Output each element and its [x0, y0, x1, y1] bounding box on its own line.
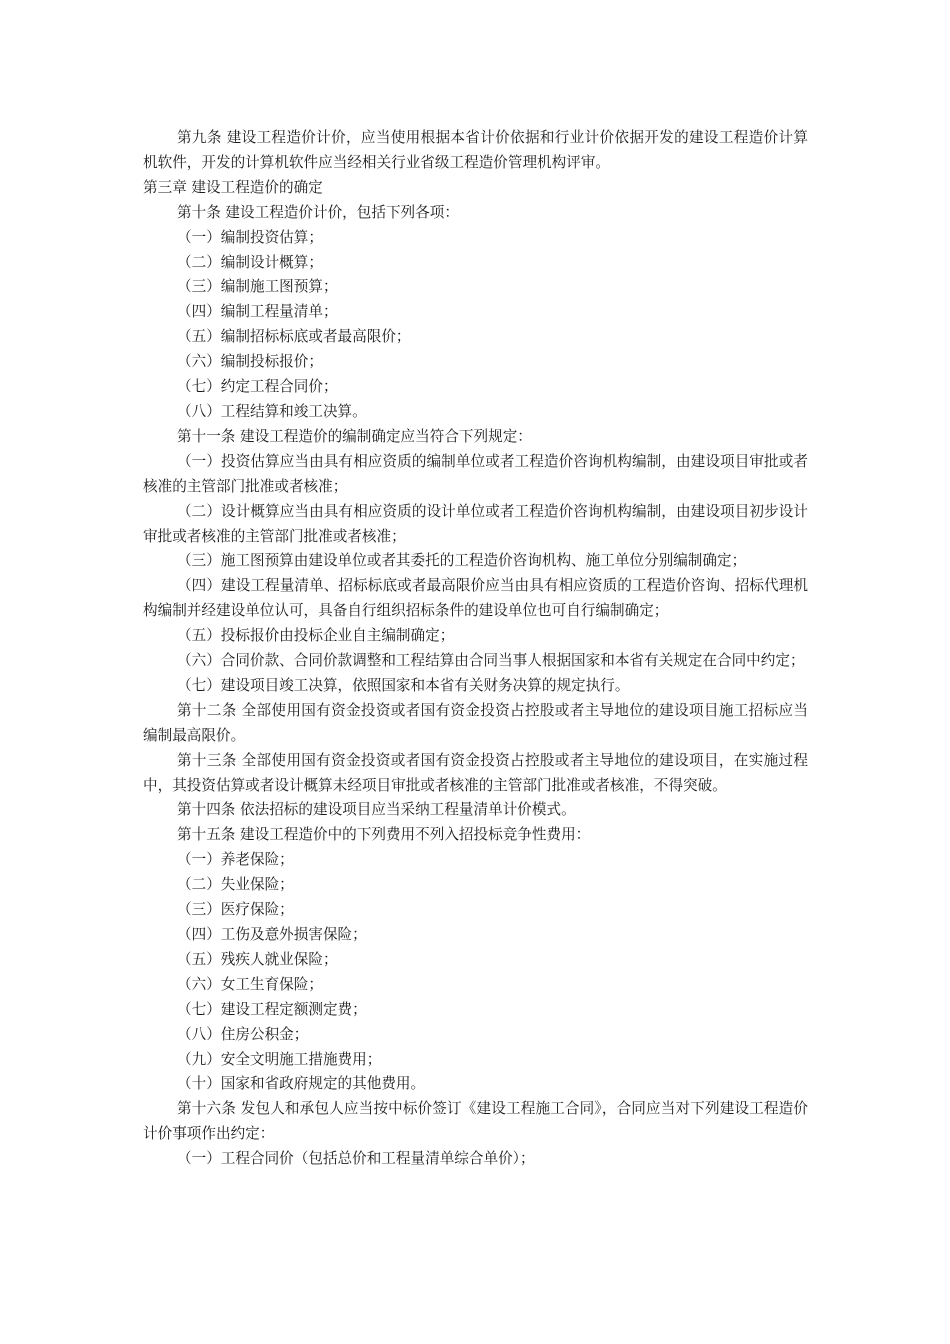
- list-item: （七）建设项目竣工决算，依照国家和本省有关财务决算的规定执行。: [177, 676, 630, 694]
- list-item: （三）编制施工图预算；: [177, 278, 338, 296]
- list-item: （一）编制投资估算；: [177, 228, 323, 246]
- list-item: （三）施工图预算由建设单位或者其委托的工程造价咨询机构、施工单位分别编制确定；: [177, 552, 747, 570]
- list-item: （五）编制招标标底或者最高限价；: [177, 328, 411, 346]
- chapter-3-heading: 第三章 建设工程造价的确定: [143, 178, 323, 196]
- list-item: （二）编制设计概算；: [177, 253, 323, 271]
- list-item: （一）工程合同价（包括总价和工程量清单综合单价）；: [177, 1150, 535, 1168]
- list-item: （六）女工生育保险；: [177, 975, 323, 993]
- list-item: （一）养老保险；: [177, 851, 294, 869]
- list-item: （四）编制工程量清单；: [177, 303, 338, 321]
- article-13: 第十三条 全部使用国有资金投资或者国有资金投资占控股或者主导地位的建设项目，在实施过程中，其投资估算或者设计概算未经项目审批或者核准的主管部门批准或者核准，不得突破。: [143, 751, 808, 794]
- article-10: 第十条 建设工程造价计价，包括下列各项：: [177, 203, 459, 221]
- list-item: （四）工伤及意外损害保险；: [177, 926, 367, 943]
- list-item: （十）国家和省政府规定的其他费用。: [177, 1075, 426, 1093]
- list-item: （九）安全文明施工措施费用；: [177, 1050, 382, 1068]
- list-item: （一）投资估算应当由具有相应资质的编制单位或者工程造价咨询机构编制，由建设项目审批或者核准的主管部门批准或者核准；: [143, 452, 808, 495]
- article-15: 第十五条 建设工程造价中的下列费用不列入招投标竞争性费用：: [177, 826, 591, 844]
- list-item: （七）建设工程定额测定费；: [177, 1000, 367, 1018]
- list-item: （二）设计概算应当由具有相应资质的设计单位或者工程造价咨询机构编制，由建设项目初步设计审批或者核准的主管部门批准或者核准；: [143, 502, 808, 545]
- list-item: （二）失业保险；: [177, 876, 294, 894]
- list-item: （五）投标报价由投标企业自主编制确定；: [177, 627, 455, 645]
- list-item: （三）医疗保险；: [177, 901, 294, 919]
- list-item: （四）建设工程量清单、招标标底或者最高限价应当由具有相应资质的工程造价咨询、招标代理机构编制并经建设单位认可，具备自行组织招标条件的建设单位也可自行编制确定；: [143, 577, 808, 620]
- list-item: （五）残疾人就业保险；: [177, 950, 338, 968]
- article-16: 第十六条 发包人和承包人应当按中标价签订《建设工程施工合同》，合同应当对下列建设工程造价计价事项作出约定：: [143, 1100, 808, 1143]
- list-item: （六）合同价款、合同价款调整和工程结算由合同当事人根据国家和本省有关规定在合同中约定；: [177, 652, 805, 670]
- article-12: 第十二条 全部使用国有资金投资或者国有资金投资占控股或者主导地位的建设项目施工招标应当编制最高限价。: [143, 701, 808, 744]
- article-11: 第十一条 建设工程造价的编制确定应当符合下列规定：: [177, 427, 532, 445]
- list-item: （八）工程结算和竣工决算。: [177, 402, 367, 420]
- article-14: 第十四条 依法招标的建设项目应当采纳工程量清单计价模式。: [177, 801, 576, 819]
- document-body: [143, 126, 808, 1172]
- list-item: （六）编制投标报价；: [177, 353, 323, 371]
- article-9: 第九条 建设工程造价计价，应当使用根据本省计价依据和行业计价依据开发的建设工程造价计算机软件，开发的计算机软件应当经相关行业省级工程造价管理机构评审。: [143, 129, 808, 171]
- list-item: （八）住房公积金；: [177, 1025, 309, 1043]
- list-item: （七）约定工程合同价；: [177, 378, 338, 396]
